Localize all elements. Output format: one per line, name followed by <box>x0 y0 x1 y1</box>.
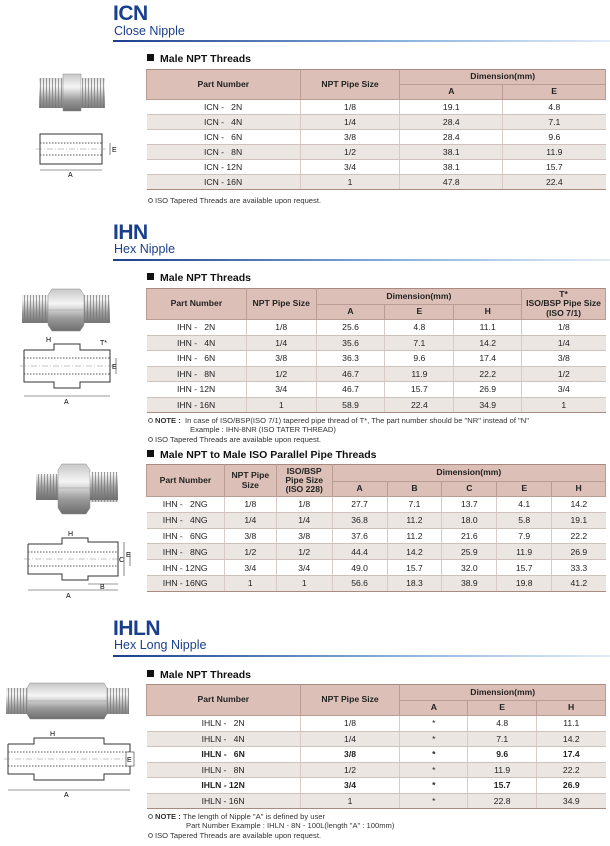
table-cell: 15.7 <box>468 778 537 794</box>
dim-label-a: A <box>64 792 69 798</box>
table-cell: 11.2 <box>387 528 442 544</box>
table-cell: 1/4 <box>300 731 400 747</box>
table-cell: 36.8 <box>332 512 387 528</box>
table-row <box>147 793 606 809</box>
col-header-iso-pipe: T* ISO/BSP Pipe Size (ISO 7/1) <box>522 289 606 320</box>
table-cell: 28.4 <box>400 130 503 145</box>
table-cell: 11.1 <box>537 716 606 732</box>
part-number-cell: IHLN - 6N <box>147 747 301 763</box>
dim-label-t: T* <box>100 340 107 347</box>
table-cell: 19.8 <box>497 575 552 591</box>
table-cell: * <box>400 793 468 809</box>
table-cell: 17.4 <box>454 351 522 367</box>
table-cell: 47.8 <box>400 175 503 190</box>
table-cell: 18.3 <box>387 575 442 591</box>
col-header-pipe: NPT Pipe Size <box>246 289 316 320</box>
note-bullet-icon <box>148 437 153 442</box>
table-cell: 1 <box>522 397 606 413</box>
ihn-note: NOTE : In case of ISO/BSP(ISO 7/1) tapered pipe thread of T*, The part number should be "NR" instead of "N" Example : IHN-8NR (ISO TATER THREAD) ISO Tapered Threads are available upon request. <box>148 416 529 444</box>
table-row <box>147 778 606 794</box>
subheading-ihln: Male NPT Threads <box>147 669 251 681</box>
table-cell: 27.7 <box>332 497 387 513</box>
dim-label-h: H <box>68 531 74 538</box>
table-cell: 26.9 <box>454 382 522 398</box>
table-row <box>147 382 606 398</box>
note-bullet-icon <box>148 833 153 838</box>
table-row <box>147 335 606 351</box>
table-cell: 34.9 <box>537 793 606 809</box>
col-header-h: H <box>454 305 522 320</box>
table-cell: 1/8 <box>522 320 606 336</box>
table-cell: 1/2 <box>522 366 606 382</box>
section-divider <box>113 655 610 657</box>
table-cell: 11.2 <box>387 512 442 528</box>
ihn-ng-photo <box>34 460 120 520</box>
table-cell: 14.2 <box>454 335 522 351</box>
col-header-e: E <box>497 482 552 497</box>
col-header-e: E <box>385 305 454 320</box>
table-cell: 22.4 <box>385 397 454 413</box>
table-cell: 32.0 <box>442 560 497 576</box>
table-cell: 26.9 <box>537 778 606 794</box>
table-cell: 11.1 <box>454 320 522 336</box>
part-number-cell: IHLN - 2N <box>147 716 301 732</box>
part-number-cell: IHLN - 4N <box>147 731 301 747</box>
table-cell: 49.0 <box>332 560 387 576</box>
table-cell: 7.1 <box>468 731 537 747</box>
part-number-cell: IHN - 2N <box>147 320 247 336</box>
part-number-cell: IHN - 12NG <box>147 560 225 576</box>
table-cell: * <box>400 716 468 732</box>
section-divider <box>113 259 610 261</box>
col-header-part: Part Number <box>147 465 225 497</box>
table-row <box>147 115 606 130</box>
table-cell: 19.1 <box>400 100 503 115</box>
part-number-cell: IHN - 12N <box>147 382 247 398</box>
table-cell: 4.8 <box>385 320 454 336</box>
col-header-iso-pipe: ISO/BSP Pipe Size (ISO 228) <box>276 465 332 497</box>
col-header-a: A <box>400 701 468 716</box>
ihln-note: NOTE : The length of Nipple "A" is defined by user Part Number Example : IHLN - 8N - 100L(length "A" : 100mm) ISO Tapered Threads are available upon request. <box>148 812 394 840</box>
col-header-b: B <box>387 482 442 497</box>
part-number-cell: IHN - 6NG <box>147 528 225 544</box>
table-cell: 58.9 <box>316 397 385 413</box>
table-cell: 46.7 <box>316 366 385 382</box>
table-cell: 1/4 <box>246 335 316 351</box>
table-cell: 3/4 <box>246 382 316 398</box>
table-cell: 1/4 <box>276 512 332 528</box>
subheading-ihn: Male NPT Threads <box>147 272 251 284</box>
icn-photo <box>36 72 108 112</box>
table-cell: 56.6 <box>332 575 387 591</box>
table-row <box>147 145 606 160</box>
col-header-e: E <box>468 701 537 716</box>
table-cell: 11.9 <box>468 762 537 778</box>
table-cell: 14.2 <box>537 731 606 747</box>
ihln-photo <box>4 680 130 722</box>
dim-label-e: E <box>112 147 117 154</box>
table-cell: 3/8 <box>224 528 276 544</box>
col-header-a: A <box>316 305 385 320</box>
table-cell: 11.9 <box>503 145 606 160</box>
part-number-cell: ICN - 16N <box>147 175 301 190</box>
dim-label-a: A <box>66 593 71 600</box>
table-cell: 1/4 <box>224 512 276 528</box>
dim-label-b: B <box>100 584 105 591</box>
part-number-cell: ICN - 6N <box>147 130 301 145</box>
table-cell: 28.4 <box>400 115 503 130</box>
dim-label-e: E <box>112 364 117 371</box>
icn-dimension-drawing <box>34 126 126 178</box>
dim-label-c: C <box>119 557 125 564</box>
table-row <box>147 160 606 175</box>
note-bullet-icon <box>148 814 153 819</box>
dim-label-e: E <box>126 552 131 559</box>
table-cell: * <box>400 762 468 778</box>
col-header-h: H <box>552 482 606 497</box>
col-header-part: Part Number <box>147 70 301 100</box>
table-cell: 13.7 <box>442 497 497 513</box>
table-cell: 1/2 <box>246 366 316 382</box>
section-divider <box>113 40 610 42</box>
part-number-cell: IHN - 16N <box>147 397 247 413</box>
table-cell: 11.9 <box>497 544 552 560</box>
table-cell: 38.1 <box>400 160 503 175</box>
table-cell: 38.1 <box>400 145 503 160</box>
table-cell: 22.2 <box>454 366 522 382</box>
table-cell: 1/8 <box>246 320 316 336</box>
table-cell: 25.9 <box>442 544 497 560</box>
part-number-cell: ICN - 8N <box>147 145 301 160</box>
col-header-a: A <box>332 482 387 497</box>
table-cell: 9.6 <box>503 130 606 145</box>
table-cell: 33.3 <box>552 560 606 576</box>
table-cell: 14.2 <box>387 544 442 560</box>
col-header-h: H <box>537 701 606 716</box>
table-cell: 15.7 <box>387 560 442 576</box>
dim-label-a: A <box>68 172 73 178</box>
table-row <box>147 351 606 367</box>
part-number-cell: IHN - 4N <box>147 335 247 351</box>
table-cell: * <box>400 731 468 747</box>
ihn-dimension-drawing <box>18 336 122 408</box>
table-cell: 36.3 <box>316 351 385 367</box>
table-cell: 9.6 <box>468 747 537 763</box>
table-cell: 46.7 <box>316 382 385 398</box>
dim-label-e: E <box>127 757 132 764</box>
square-bullet-icon <box>147 450 154 457</box>
table-cell: 7.1 <box>503 115 606 130</box>
table-cell: 41.2 <box>552 575 606 591</box>
table-cell: 26.9 <box>552 544 606 560</box>
table-cell: 35.6 <box>316 335 385 351</box>
part-number-cell: IHN - 16NG <box>147 575 225 591</box>
section-title-ihln: IHLN <box>113 617 160 640</box>
col-header-c: C <box>442 482 497 497</box>
square-bullet-icon <box>147 273 154 280</box>
table-cell: 19.1 <box>552 512 606 528</box>
t-marker: T* <box>559 289 568 300</box>
icn-table-body <box>147 100 606 190</box>
table-cell: 3/4 <box>224 560 276 576</box>
table-cell: 4.8 <box>503 100 606 115</box>
table-cell: * <box>400 778 468 794</box>
table-cell: * <box>400 747 468 763</box>
table-cell: 4.1 <box>497 497 552 513</box>
square-bullet-icon <box>147 670 154 677</box>
table-cell: 1 <box>246 397 316 413</box>
ihn-ng-table <box>146 464 606 592</box>
table-cell: 38.9 <box>442 575 497 591</box>
col-header-dimension: Dimension(mm) <box>400 685 606 701</box>
table-row <box>147 320 606 336</box>
col-header-part: Part Number <box>147 685 301 716</box>
part-number-cell: IHN - 4NG <box>147 512 225 528</box>
table-row <box>147 762 606 778</box>
table-cell: 21.6 <box>442 528 497 544</box>
table-cell: 3/8 <box>522 351 606 367</box>
table-row <box>147 560 606 576</box>
col-header-dimension: Dimension(mm) <box>316 289 521 305</box>
col-header-pipe: NPT Pipe Size <box>300 70 400 100</box>
part-number-cell: IHN - 8N <box>147 366 247 382</box>
table-cell: 1 <box>224 575 276 591</box>
ihn-ng-table-body <box>147 497 606 592</box>
part-number-cell: IHLN - 8N <box>147 762 301 778</box>
table-cell: 3/4 <box>300 160 400 175</box>
table-cell: 9.6 <box>385 351 454 367</box>
section-title-ihn: IHN <box>113 221 148 244</box>
table-cell: 7.1 <box>385 335 454 351</box>
table-cell: 15.7 <box>503 160 606 175</box>
section-subtitle-ihn: Hex Nipple <box>114 242 176 256</box>
col-header-pipe: NPT Pipe Size <box>300 685 400 716</box>
square-bullet-icon <box>147 54 154 61</box>
table-row <box>147 497 606 513</box>
table-cell: 37.6 <box>332 528 387 544</box>
table-cell: 3/4 <box>276 560 332 576</box>
part-number-cell: IHN - 6N <box>147 351 247 367</box>
ihn-photo <box>20 285 112 335</box>
part-number-cell: ICN - 12N <box>147 160 301 175</box>
table-cell: 25.6 <box>316 320 385 336</box>
ihn-table-body <box>147 320 606 413</box>
table-cell: 1/2 <box>224 544 276 560</box>
table-row <box>147 100 606 115</box>
table-cell: 15.7 <box>385 382 454 398</box>
dim-label-h: H <box>50 731 56 738</box>
icn-iso-note: ISO Tapered Threads are available upon request. <box>148 196 321 205</box>
table-row <box>147 716 606 732</box>
table-cell: 22.2 <box>537 762 606 778</box>
table-row <box>147 512 606 528</box>
part-number-cell: IHN - 8NG <box>147 544 225 560</box>
table-cell: 3/8 <box>276 528 332 544</box>
table-cell: 14.2 <box>552 497 606 513</box>
table-cell: 18.0 <box>442 512 497 528</box>
col-header-a: A <box>400 85 503 100</box>
table-cell: 1/2 <box>300 145 400 160</box>
table-cell: 1/4 <box>300 115 400 130</box>
table-cell: 1 <box>300 793 400 809</box>
table-cell: 1/2 <box>300 762 400 778</box>
table-row <box>147 731 606 747</box>
table-cell: 11.9 <box>385 366 454 382</box>
col-header-dimension: Dimension(mm) <box>332 465 605 482</box>
table-cell: 7.9 <box>497 528 552 544</box>
part-number-cell: IHN - 2NG <box>147 497 225 513</box>
table-cell: 3/8 <box>300 747 400 763</box>
part-number-cell: IHLN - 16N <box>147 793 301 809</box>
part-number-cell: ICN - 2N <box>147 100 301 115</box>
table-cell: 3/8 <box>300 130 400 145</box>
table-row <box>147 528 606 544</box>
table-cell: 22.8 <box>468 793 537 809</box>
table-cell: 34.9 <box>454 397 522 413</box>
table-cell: 1/4 <box>522 335 606 351</box>
table-cell: 1/8 <box>300 100 400 115</box>
table-cell: 5.8 <box>497 512 552 528</box>
subheading-ihn-ng: Male NPT to Male ISO Parallel Pipe Threads <box>147 449 377 461</box>
table-cell: 3/8 <box>246 351 316 367</box>
section-title-icn: ICN <box>113 2 148 25</box>
table-cell: 7.1 <box>387 497 442 513</box>
table-cell: 1/8 <box>276 497 332 513</box>
col-header-dimension: Dimension(mm) <box>400 70 606 85</box>
table-cell: 4.8 <box>468 716 537 732</box>
col-header-e: E <box>503 85 606 100</box>
table-row <box>147 366 606 382</box>
subheading-icn: Male NPT Threads <box>147 53 251 65</box>
dim-label-a: A <box>64 399 69 406</box>
ihln-table-body <box>147 716 606 809</box>
table-cell: 1 <box>276 575 332 591</box>
table-cell: 15.7 <box>497 560 552 576</box>
part-number-cell: IHLN - 12N <box>147 778 301 794</box>
table-row <box>147 130 606 145</box>
table-row <box>147 747 606 763</box>
note-bullet-icon <box>148 198 153 203</box>
note-bullet-icon <box>148 418 153 423</box>
table-cell: 1/8 <box>224 497 276 513</box>
dim-label-h: H <box>46 337 52 344</box>
table-cell: 1/8 <box>300 716 400 732</box>
ihln-dimension-drawing <box>4 728 138 798</box>
table-row <box>147 397 606 413</box>
ihn-table <box>146 288 606 413</box>
table-cell: 22.4 <box>503 175 606 190</box>
col-header-part: Part Number <box>147 289 247 320</box>
section-subtitle-ihln: Hex Long Nipple <box>114 638 207 652</box>
table-row <box>147 575 606 591</box>
table-cell: 44.4 <box>332 544 387 560</box>
table-cell: 3/4 <box>300 778 400 794</box>
table-cell: 1 <box>300 175 400 190</box>
table-cell: 3/4 <box>522 382 606 398</box>
part-number-cell: ICN - 4N <box>147 115 301 130</box>
ihn-ng-dimension-drawing <box>22 530 134 600</box>
table-cell: 1/2 <box>276 544 332 560</box>
section-subtitle-icn: Close Nipple <box>114 24 185 38</box>
ihln-table <box>146 684 606 809</box>
table-row <box>147 544 606 560</box>
table-cell: 17.4 <box>537 747 606 763</box>
table-row <box>147 175 606 190</box>
col-header-pipe: NPT Pipe Size <box>224 465 276 497</box>
table-cell: 22.2 <box>552 528 606 544</box>
icn-table <box>146 69 606 190</box>
